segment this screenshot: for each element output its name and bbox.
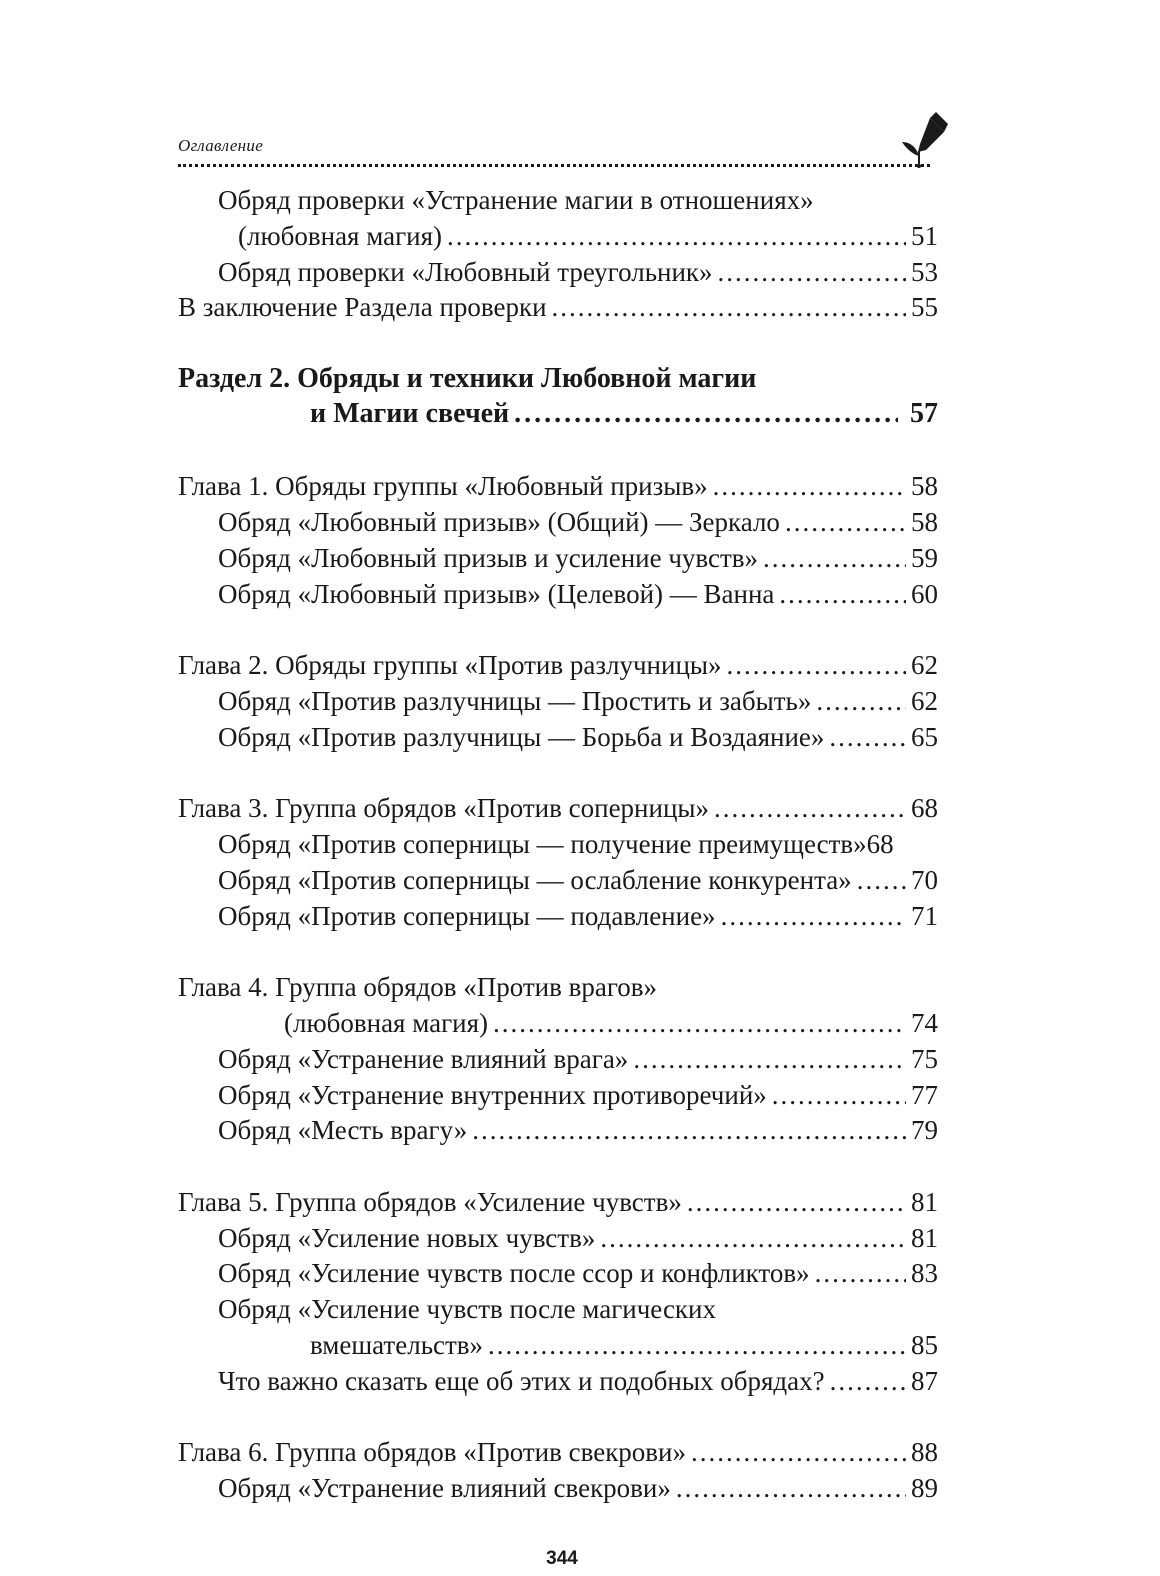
toc-entry-page: 77	[911, 1080, 938, 1110]
dot-leader	[785, 505, 906, 539]
dot-leader	[488, 1328, 906, 1362]
toc-entry-page: 53	[911, 257, 938, 287]
pencil-sprout-icon	[900, 110, 948, 168]
toc-entry-title: Обряд проверки «Устранение магии в отношениях»	[218, 185, 814, 215]
toc-entry[interactable]	[218, 541, 938, 575]
toc-entry-title: Обряд «Усиление чувств после магических	[218, 1294, 716, 1324]
toc-entry-page: 83	[911, 1258, 938, 1288]
chapter-entry[interactable]	[178, 1435, 938, 1469]
toc-entry-title: Глава 6. Группа обрядов «Против свекрови»	[178, 1437, 687, 1467]
toc-entry-page: 71	[911, 901, 938, 931]
section-heading[interactable]	[178, 362, 938, 396]
toc-entry[interactable]	[218, 1256, 938, 1290]
toc-entry-page: 89	[911, 1473, 938, 1503]
dot-leader	[676, 1471, 906, 1505]
running-title: Оглавление	[178, 136, 264, 155]
dot-leader	[552, 290, 906, 324]
toc-entry-title: Обряд «Усиление новых чувств»	[218, 1223, 596, 1253]
dot-leader	[763, 541, 906, 575]
toc-entry[interactable]	[218, 1042, 938, 1076]
toc-entry-page: 81	[911, 1187, 938, 1217]
toc-entry[interactable]	[218, 1292, 938, 1326]
dot-leader	[633, 1042, 906, 1076]
toc-entry-page: 51	[911, 221, 938, 251]
dot-leader	[691, 1435, 906, 1469]
dot-leader	[857, 863, 906, 897]
toc-entry-title: Глава 3. Группа обрядов «Против соперницы»	[178, 793, 710, 823]
toc-entry-title: Глава 4. Группа обрядов «Против врагов»	[178, 972, 658, 1002]
dot-leader	[829, 720, 906, 754]
toc-entry-page: 58	[911, 507, 938, 537]
toc-entry-title: Обряд «Против соперницы — получение преимуществ»68	[218, 829, 894, 859]
toc-entry-page: 58	[911, 471, 938, 501]
toc-entry-page: 85	[911, 1330, 938, 1360]
toc-entry[interactable]	[238, 219, 938, 253]
toc-entry-page: 60	[911, 579, 938, 609]
dot-leader	[721, 899, 906, 933]
toc-entry[interactable]	[218, 255, 938, 289]
toc-entry-title: Глава 5. Группа обрядов «Усиление чувств»	[178, 1187, 682, 1217]
toc-entry-title: Обряд проверки «Любовный треугольник»	[218, 257, 713, 287]
toc-entry-page: 70	[911, 865, 938, 895]
toc-entry[interactable]	[218, 684, 938, 718]
dot-leader	[718, 255, 906, 289]
toc-entry-page: 65	[911, 722, 938, 752]
toc-entry-title: Обряд «Устранение влияний свекрови»	[218, 1473, 671, 1503]
toc-entry-title: (любовная магия)	[238, 221, 443, 251]
toc-entry-page: 59	[911, 543, 938, 573]
toc-entry-title: Обряд «Против разлучницы — Борьба и Воздаяние»	[218, 722, 825, 752]
toc-entry-title: Обряд «Устранение влияний врага»	[218, 1044, 629, 1074]
toc-entry[interactable]	[218, 827, 942, 861]
section-heading[interactable]	[310, 397, 938, 431]
running-header	[178, 128, 930, 167]
toc-entry[interactable]	[218, 577, 938, 611]
chapter-entry[interactable]	[178, 469, 938, 503]
section-heading-title: и Магии свечей	[310, 398, 510, 429]
toc-entry[interactable]	[310, 1328, 938, 1362]
dot-leader	[600, 1221, 906, 1255]
toc-entry-title: Обряд «Против разлучницы — Простить и забыть»	[218, 686, 812, 716]
dot-leader	[687, 1185, 906, 1219]
dot-leader	[779, 577, 906, 611]
section-heading-title: Раздел 2. Обряды и техники Любовной магии	[178, 363, 757, 394]
toc-entry-page: 79	[911, 1115, 938, 1145]
toc-entry-title: (любовная магия)	[284, 1008, 489, 1038]
toc-entry[interactable]	[218, 1113, 938, 1147]
chapter-entry[interactable]	[178, 1185, 938, 1219]
toc-entry-title: Обряд «Месть врагу»	[218, 1115, 468, 1145]
dot-leader	[714, 791, 906, 825]
toc-entry-page: 68	[911, 793, 938, 823]
toc-entry-page: 75	[911, 1044, 938, 1074]
page-number: 344	[546, 1548, 578, 1569]
toc-entry[interactable]	[218, 720, 938, 754]
toc-entry-page: 55	[911, 292, 938, 322]
toc-entry[interactable]	[218, 183, 938, 217]
chapter-entry[interactable]	[284, 1006, 938, 1040]
toc-entry-title: Обряд «Любовный призыв» (Целевой) — Ванна	[218, 579, 775, 609]
dot-leader	[815, 1256, 906, 1290]
dot-leader	[830, 1364, 906, 1398]
toc-entry-title: Обряд «Устранение внутренних противоречий»	[218, 1080, 767, 1110]
chapter-entry[interactable]	[178, 970, 938, 1004]
dot-leader	[447, 219, 906, 253]
dot-leader	[514, 397, 898, 431]
toc-entry-title: Глава 2. Обряды группы «Против разлучницы»	[178, 650, 722, 680]
dot-leader	[472, 1113, 906, 1147]
toc-entry[interactable]	[218, 899, 938, 933]
toc-entry-page: 81	[911, 1223, 938, 1253]
toc-entry[interactable]	[218, 1471, 938, 1505]
dot-leader	[713, 469, 906, 503]
dot-leader	[772, 1078, 906, 1112]
toc-entry-page: 74	[911, 1008, 938, 1038]
toc-entry-title: Обряд «Против соперницы — подавление»	[218, 901, 716, 931]
toc-entry[interactable]	[218, 1221, 938, 1255]
toc-entry-title: Обряд «Любовный призыв и усиление чувств»	[218, 543, 759, 573]
toc-entry-title: Обряд «Против соперницы — ослабление конкурента»	[218, 865, 852, 895]
toc-entry-title: В заключение Раздела проверки	[178, 292, 547, 322]
toc-entry-page: 87	[911, 1366, 938, 1396]
toc-entry-title: Глава 1. Обряды группы «Любовный призыв»	[178, 471, 708, 501]
toc-entry[interactable]	[218, 1364, 938, 1398]
section-heading-page: 57	[910, 398, 938, 429]
dot-leader	[493, 1006, 906, 1040]
chapter-entry[interactable]	[178, 648, 938, 682]
toc-entry-title: Что важно сказать еще об этих и подобных обрядах?	[218, 1366, 825, 1396]
toc-entry[interactable]	[218, 863, 938, 897]
dot-leader	[816, 684, 906, 718]
chapter-entry[interactable]	[178, 791, 938, 825]
toc-entry-title: Обряд «Усиление чувств после ссор и конфликтов»	[218, 1258, 810, 1288]
toc-entry-page: 88	[911, 1437, 938, 1467]
toc-entry-page: 62	[911, 686, 938, 716]
toc-entry[interactable]	[218, 505, 938, 539]
dot-leader	[727, 648, 906, 682]
toc-entry-title: вмешательств»	[310, 1330, 484, 1360]
toc-entry[interactable]	[218, 1078, 938, 1112]
toc-entry-title: Обряд «Любовный призыв» (Общий) — Зеркало	[218, 507, 780, 537]
toc-entry-page: 62	[911, 650, 938, 680]
toc-entry[interactable]	[178, 290, 938, 324]
